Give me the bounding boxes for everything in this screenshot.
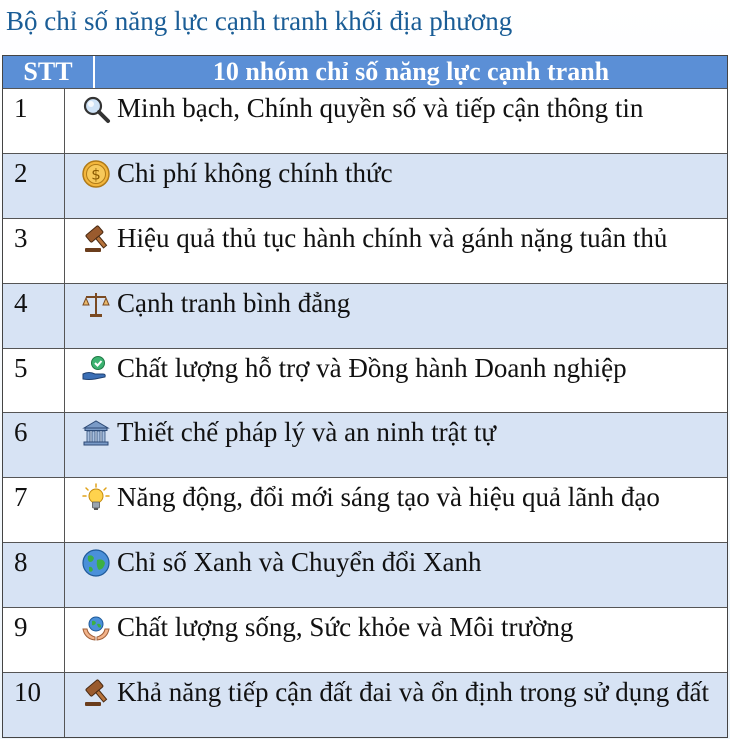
row-label: Năng động, đổi mới sáng tạo và hiệu quả lãnh đạo xyxy=(117,482,660,513)
row-label: Thiết chế pháp lý và an ninh trật tự xyxy=(117,417,497,448)
row-label: Chất lượng sống, Sức khỏe và Môi trường xyxy=(117,612,574,643)
table-row xyxy=(3,218,727,283)
row-group xyxy=(65,413,727,477)
row-number: 1 xyxy=(3,89,65,153)
row-group xyxy=(65,608,727,672)
row-group xyxy=(65,478,727,542)
globe-icon xyxy=(81,548,111,578)
row-number: 9 xyxy=(3,608,65,672)
row-label: Minh bạch, Chính quyền số và tiếp cận thông tin xyxy=(117,93,644,123)
table-row xyxy=(3,477,727,542)
row-number: 3 xyxy=(3,219,65,283)
row-label: Khả năng tiếp cận đất đai và ổn định trong sử dụng đất xyxy=(117,677,709,708)
row-group xyxy=(65,154,727,218)
table-row xyxy=(3,283,727,348)
row-group xyxy=(65,284,727,348)
coin-icon xyxy=(81,159,111,189)
row-number: 2 xyxy=(3,154,65,218)
row-label: Cạnh tranh bình đẳng xyxy=(117,287,351,318)
hand-check-icon xyxy=(81,354,111,384)
row-number: 7 xyxy=(3,478,65,542)
magnifier-icon xyxy=(81,94,111,124)
header-stt: STT xyxy=(3,56,95,88)
table-row xyxy=(3,348,727,413)
page-title: Bộ chỉ số năng lực cạnh tranh khối địa phương xyxy=(6,6,513,36)
competitiveness-table xyxy=(2,55,728,738)
table-header xyxy=(3,55,727,88)
gavel-icon xyxy=(81,678,111,708)
table-row xyxy=(3,607,727,672)
gavel-icon xyxy=(81,224,111,254)
row-number: 5 xyxy=(3,349,65,413)
row-number: 10 xyxy=(3,673,65,737)
row-number: 6 xyxy=(3,413,65,477)
row-number: 8 xyxy=(3,543,65,607)
row-group xyxy=(65,219,727,283)
row-number: 4 xyxy=(3,284,65,348)
table-row xyxy=(3,542,727,607)
row-label: Chất lượng hỗ trợ và Đồng hành Doanh nghiệp xyxy=(117,352,627,383)
table-row xyxy=(3,153,727,218)
row-group xyxy=(65,673,727,737)
lightbulb-icon xyxy=(81,483,111,513)
table-row xyxy=(3,412,727,477)
row-group xyxy=(65,543,727,607)
hands-earth-icon xyxy=(81,613,111,643)
row-label: Chỉ số Xanh và Chuyển đổi Xanh xyxy=(117,547,482,578)
row-group xyxy=(65,89,727,153)
courthouse-icon xyxy=(81,418,111,448)
table-body xyxy=(3,88,727,737)
scales-icon xyxy=(81,289,111,319)
table-row xyxy=(3,672,727,737)
row-label: Hiệu quả thủ tục hành chính và gánh nặng tuân thủ xyxy=(117,222,668,253)
row-label: Chi phí không chính thức xyxy=(117,157,393,188)
table-row xyxy=(3,88,727,153)
row-group xyxy=(65,349,727,413)
header-groups: 10 nhóm chỉ số năng lực cạnh tranh xyxy=(212,57,610,86)
